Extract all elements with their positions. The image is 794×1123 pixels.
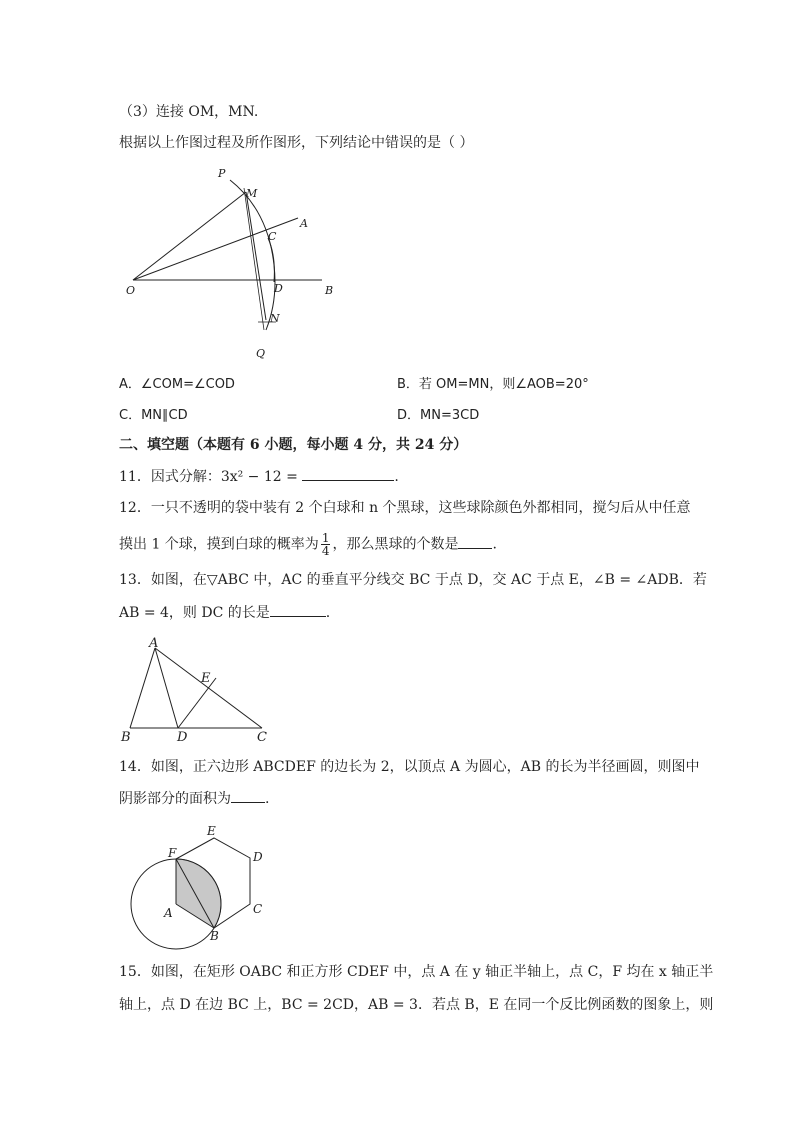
q12-line2-post: ，那么黑球的个数是 (332, 536, 459, 553)
q13-figure (115, 635, 275, 745)
section2-heading: 二、填空题（本题有 6 小题，每小题 4 分，共 24 分） (119, 437, 468, 453)
q14-line2-pre: 阴影部分的面积为 (119, 791, 231, 807)
q10-label-C: C (268, 230, 277, 243)
q13-answer-blank (270, 602, 326, 617)
q10-option-d: D．MN=3CD (397, 408, 480, 423)
q13-line1: 13．如图，在▽ABC 中，AC 的垂直平分线交 BC 于点 D，交 AC 于点 E，∠B = ∠ADB．若 (119, 572, 707, 588)
q13-label-E: E (201, 671, 211, 686)
q14-label-D: D (253, 850, 263, 864)
q10-label-B: B (325, 284, 334, 297)
q14-line1: 14．如图，正六边形 ABCDEF 的边长为 2，以顶点 A 为圆心，AB 的长为半径画圆，则图中 (119, 759, 700, 775)
q14-line2-end: . (265, 791, 270, 807)
q11-suffix: . (394, 469, 399, 485)
q13-label-B: B (121, 730, 131, 745)
q14-label-B: B (210, 929, 219, 943)
q10-label-A: A (300, 217, 308, 230)
q14-label-E: E (207, 824, 216, 838)
q13-label-D: D (177, 730, 188, 745)
q14-answer-blank (231, 788, 265, 803)
q14-label-A: A (164, 906, 173, 920)
q13-line2-pre: AB = 4，则 DC 的长是 (119, 605, 270, 621)
q10-option-c: C．MN∥CD (119, 408, 188, 423)
q10-option-a: A．∠COM=∠COD (119, 377, 235, 392)
q10-label-N: N (270, 312, 280, 325)
q11-prefix: 11．因式分解：3x² − 12 = (119, 469, 303, 485)
q10-label-D: D (274, 282, 283, 295)
q12-fraction-numerator: 1 (321, 531, 330, 545)
q15-line1: 15．如图，在矩形 OABC 和正方形 CDEF 中，点 A 在 y 轴正半轴上，点 C，F 均在 x 轴正半 (119, 964, 714, 980)
q14-label-C: C (253, 902, 263, 916)
q10-label-O: O (126, 284, 136, 297)
q13-label-C: C (257, 730, 267, 745)
q12-line2 (119, 532, 497, 557)
q10-label-Q: Q (256, 347, 266, 360)
q10-label-P: P (218, 167, 226, 180)
q12-line1: 12．一只不透明的袋中装有 2 个白球和 n 个黑球，这些球除颜色外都相同，搅匀后从中任意 (119, 500, 691, 516)
q15-line2: 轴上，点 D 在边 BC 上，BC = 2CD，AB = 3．若点 B，E 在同一个反比例函数的图象上，则 (119, 997, 714, 1013)
q12-fraction (321, 532, 331, 557)
q10-prompt: 根据以上作图过程及所作图形，下列结论中错误的是（ ） (119, 135, 474, 151)
q12-line2-pre: 摸出 1 个球，摸到白球的概率为 (119, 536, 319, 553)
q13-line2-end: . (325, 605, 331, 621)
q12-fraction-denominator: 4 (321, 544, 330, 558)
q11 (119, 466, 399, 487)
q13-line2 (119, 602, 330, 623)
q13-label-A: A (149, 636, 159, 651)
q10-label-M: M (246, 187, 258, 200)
q14-line2 (119, 788, 269, 809)
q12-answer-blank (458, 534, 492, 549)
q14-figure (120, 820, 280, 955)
q14-label-F: F (168, 846, 177, 860)
q11-answer-blank (302, 466, 394, 481)
q10-step3: （3）连接 OM，MN. (119, 104, 259, 120)
q10-option-b: B．若 OM=MN，则∠AOB=20° (397, 377, 589, 392)
q10-figure (115, 162, 355, 362)
q12-line2-end: . (492, 536, 497, 553)
